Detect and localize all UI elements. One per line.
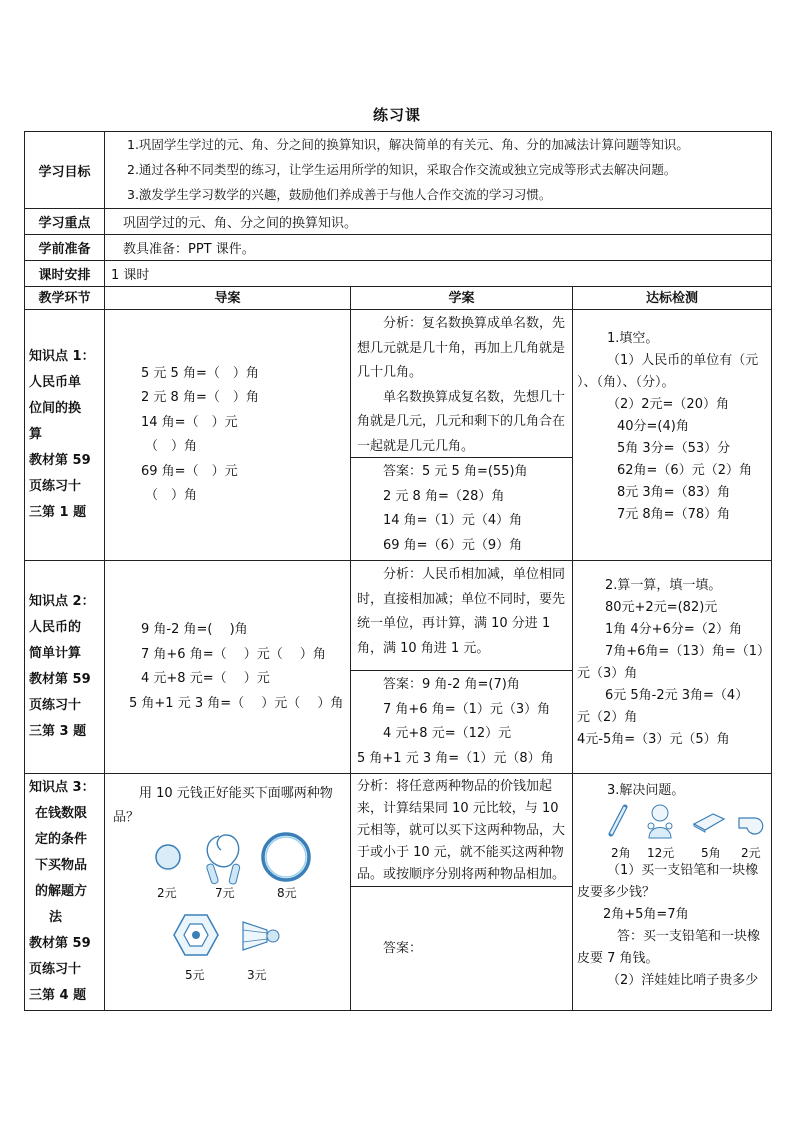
schedule-label: 课时安排 xyxy=(25,261,105,287)
kp-line: 下买物品 xyxy=(35,858,88,873)
kp-line: 位间的换 xyxy=(29,401,82,416)
check-line: 皮要多少钱？ xyxy=(577,885,656,900)
kp-line: 三第 1 题 xyxy=(29,505,87,520)
answers-3 xyxy=(351,886,572,1009)
kp-line: 教材第 59 xyxy=(29,936,91,951)
check-line: 40分=(4)角 xyxy=(617,419,689,434)
answer-line: 7 角+6 角=（1）元（3）角 xyxy=(383,701,551,717)
kp-line: 三第 3 题 xyxy=(29,724,87,739)
analysis-1 xyxy=(351,310,572,457)
answer-line: 4 元+8 元=（12）元 xyxy=(383,726,512,741)
check-price: 2角 xyxy=(611,846,631,860)
check-line: 答：买一支铅笔和一块橡 xyxy=(617,929,761,944)
check-line: 5角 3分=（53）分 xyxy=(617,441,731,456)
knowledge-point-3 xyxy=(25,774,105,1011)
kp-line: 页练习十 xyxy=(29,698,82,713)
analysis-3 xyxy=(351,774,572,886)
check-line: 皮要 7 角钱。 xyxy=(577,951,659,966)
check-line: 6元 5角-2元 3角=（4） xyxy=(605,688,749,703)
guide-question: 用 10 元钱正好能买下面哪两种物品？ xyxy=(113,786,333,825)
kp-line: 知识点 2： xyxy=(29,594,95,609)
analysis-2 xyxy=(351,561,572,670)
check-line: 3.解决问题。 xyxy=(607,783,685,798)
lesson-plan-table xyxy=(24,131,772,1011)
guide-line: （ ）角 xyxy=(145,439,198,454)
check-line: （2）洋娃娃比哨子贵多少 xyxy=(607,973,759,988)
analysis-text: 分析：复名数换算成单名数，先想几元就是几十角，再加上几角就是几十几角。 xyxy=(357,316,566,380)
kp-line: 知识点 3： xyxy=(29,780,95,795)
analysis-text: 分析：人民币相加减，单位相同时，直接相加减；单位不同时，要先统一单位，再计算，满 10 分进 1 角，满 10 角进 1 元。 xyxy=(357,567,566,656)
kp-line: 教材第 59 xyxy=(29,453,91,468)
guide-line: 5 角+1 元 3 角=（ ）元（ ）角 xyxy=(129,695,344,711)
analysis-text: 单名数换算成复名数，先想几十角就是几元，几元和剩下的几角合在一起就是几元几角。 xyxy=(357,389,566,454)
item-price: 2元 xyxy=(157,886,177,900)
item-price: 7元 xyxy=(215,886,235,900)
header-guide: 导案 xyxy=(105,287,351,310)
kp-line: 页练习十 xyxy=(29,479,82,494)
answers-2 xyxy=(351,670,572,773)
guide-line: 4 元+8 元=（ ）元 xyxy=(141,671,270,686)
answer-line: 69 角=（6）元（9）角 xyxy=(383,537,523,553)
pencil-icon xyxy=(605,804,631,838)
guide-line: 14 角=（ ）元 xyxy=(141,414,238,430)
check-line: ）、（角）、（分）。 xyxy=(577,375,675,390)
schedule-text: 1 课时 xyxy=(105,261,772,287)
check-line: 8元 3角=（83）角 xyxy=(617,485,731,500)
guide-line: 5 元 5 角=（ ）角 xyxy=(141,365,259,381)
kp-line: 三第 4 题 xyxy=(29,988,87,1003)
guide-2 xyxy=(105,561,351,774)
goals-label: 学习目标 xyxy=(25,132,105,209)
kp-line: 人民币的 xyxy=(29,620,82,635)
guide-line: 2 元 8 角=（ ）角 xyxy=(141,390,259,405)
kp-line: 知识点 1： xyxy=(29,349,95,364)
knowledge-point-2 xyxy=(25,561,105,774)
answers-1 xyxy=(351,457,572,560)
kp-line: 法 xyxy=(49,910,63,925)
kp-line: 人民币单 xyxy=(29,375,82,390)
check-line: 1角 4分+6分=（2）角 xyxy=(605,622,743,637)
analysis-text: 分析：将任意两种物品的价钱加起来，计算结果同 10 元比较，与 10 元相等，就可以买下这两种物品，大于或小于 10 元，就不能买这两种物品。或按顺序分别将两种物品相加。 xyxy=(357,779,566,882)
guide-line: （ ）角 xyxy=(145,488,198,503)
eraser-icon xyxy=(691,810,727,834)
item-pictures xyxy=(113,830,344,980)
check-3 xyxy=(573,774,772,1011)
spinning-top-icon xyxy=(171,912,221,958)
item-price: 8元 xyxy=(277,886,297,900)
focus-label: 学习重点 xyxy=(25,209,105,235)
learn-1 xyxy=(351,310,573,561)
check-line: （2）2元=（20）角 xyxy=(607,397,729,412)
check-line: 80元+2元=(82)元 xyxy=(605,600,718,615)
check-line: （1）人民币的单位有（元 xyxy=(607,353,759,368)
answer-line: 答案：5 元 5 角=(55)角 xyxy=(383,464,528,479)
check-2 xyxy=(573,561,772,774)
kp-line: 页练习十 xyxy=(29,962,82,977)
learn-3 xyxy=(351,774,573,1011)
goals-content xyxy=(105,132,772,209)
header-check: 达标检测 xyxy=(573,287,772,310)
prep-text: 教具准备：PPT 课件。 xyxy=(105,235,772,261)
check-line: 62角=（6）元（2）角 xyxy=(617,463,752,478)
answer-label: 答案： xyxy=(383,941,423,956)
guide-line: 9 角-2 角=( )角 xyxy=(141,622,248,637)
guide-1 xyxy=(105,310,351,561)
jump-rope-icon xyxy=(199,830,251,890)
item-price: 5元 xyxy=(185,968,205,982)
answer-line: 5 角+1 元 3 角=（1）元（8）角 xyxy=(357,750,554,766)
item-price: 3元 xyxy=(247,968,267,982)
check-line: 4元-5角=（3）元（5）角 xyxy=(577,732,730,747)
check-line: 1.填空。 xyxy=(607,331,659,346)
answer-line: 14 角=（1）元（4）角 xyxy=(383,513,523,528)
check-price: 2元 xyxy=(741,846,761,860)
check-line: 元（3）角 xyxy=(577,666,638,681)
kp-line: 的解题方 xyxy=(35,884,88,899)
kp-line: 定的条件 xyxy=(35,832,88,847)
goal-item: 3.激发学生学习数学的兴趣，鼓励他们养成善于与他人合作交流的学习习惯。 xyxy=(127,187,552,202)
hula-hoop-icon xyxy=(259,830,313,884)
focus-text: 巩固学过的元、角、分之间的换算知识。 xyxy=(105,209,772,235)
check-line: 元（2）角 xyxy=(577,710,638,725)
check-line: 2角+5角=7角 xyxy=(603,907,689,922)
check-line: 7角+6角=（13）角=（1） xyxy=(605,644,771,659)
kp-line: 简单计算 xyxy=(29,646,82,661)
ball-icon xyxy=(153,842,183,872)
check-item-pictures xyxy=(577,802,767,860)
answer-line: 答案：9 角-2 角=(7)角 xyxy=(383,677,520,692)
guide-line: 69 角=（ ）元 xyxy=(141,463,238,479)
page-title: 练习课 xyxy=(372,106,421,124)
check-line: 2.算一算，填一填。 xyxy=(605,578,722,593)
check-line: 7元 8角=（78）角 xyxy=(617,507,731,522)
header-stage: 教学环节 xyxy=(25,287,105,310)
learn-2 xyxy=(351,561,573,774)
check-price: 5角 xyxy=(701,846,721,860)
prep-label: 学前准备 xyxy=(25,235,105,261)
kp-line: 算 xyxy=(29,427,43,442)
shuttlecock-icon xyxy=(239,916,283,954)
doll-icon xyxy=(643,802,677,840)
guide-3 xyxy=(105,774,351,1011)
goal-item: 2.通过各种不同类型的练习，让学生运用所学的知识，采取合作交流或独立完成等形式去解决问题。 xyxy=(127,162,677,177)
whistle-icon xyxy=(735,810,765,836)
knowledge-point-1 xyxy=(25,310,105,561)
guide-line: 7 角+6 角=（ ）元（ ）角 xyxy=(141,646,326,662)
header-learn: 学案 xyxy=(351,287,573,310)
answer-line: 2 元 8 角=（28）角 xyxy=(383,488,505,504)
check-1 xyxy=(573,310,772,561)
check-price: 12元 xyxy=(647,846,675,860)
kp-line: 教材第 59 xyxy=(29,672,91,687)
goal-item: 1.巩固学生学过的元、角、分之间的换算知识，解决简单的有关元、角、分的加减法计算问题等知识。 xyxy=(127,137,689,152)
kp-line: 在钱数限 xyxy=(35,806,88,821)
check-line: （1）买一支铅笔和一块橡 xyxy=(607,863,759,878)
